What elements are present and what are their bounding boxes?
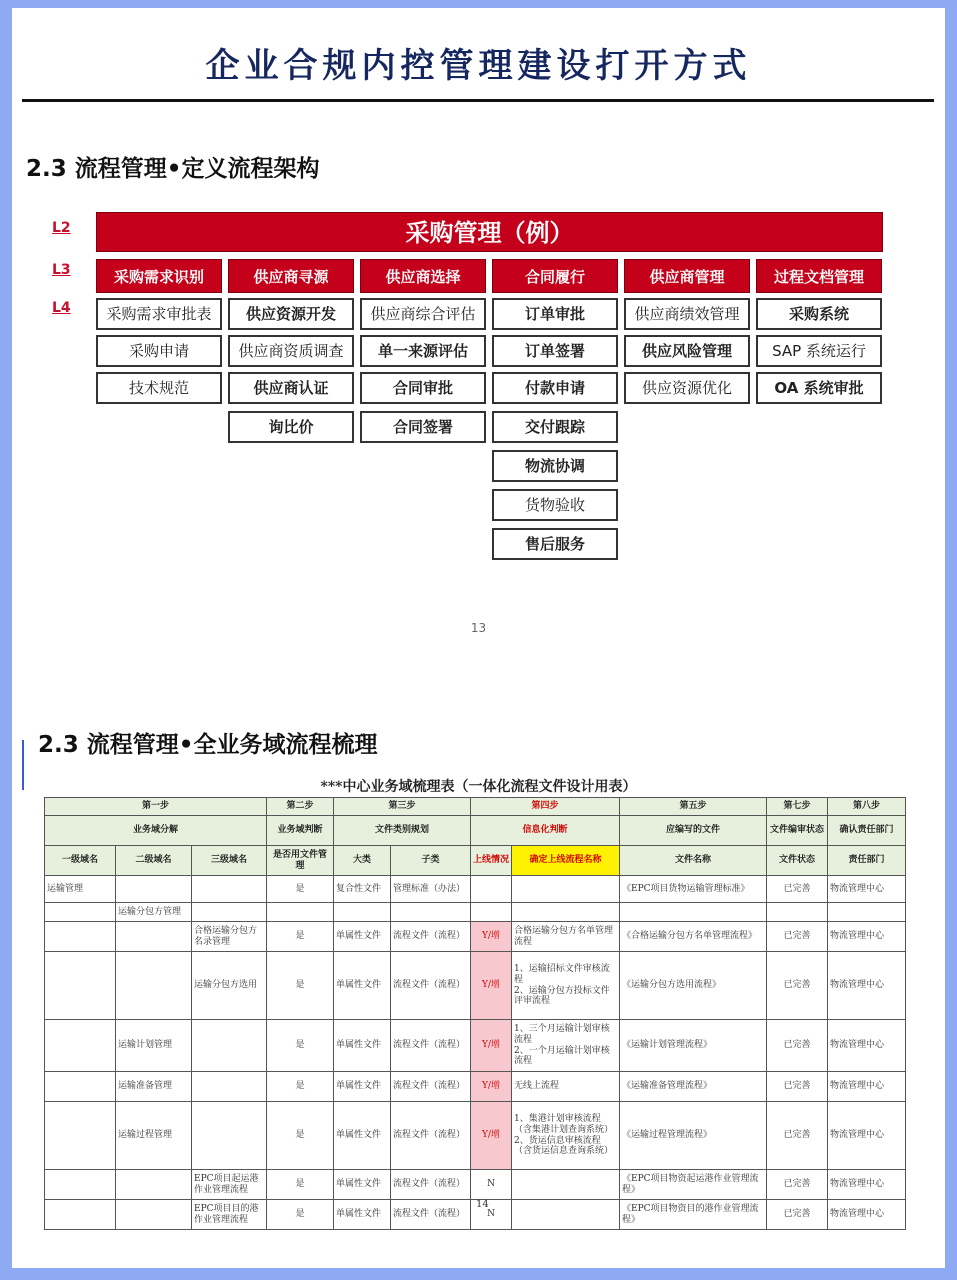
step-row <box>45 798 906 816</box>
table-cell <box>45 1102 116 1170</box>
table-cell: 物流管理中心 <box>828 876 906 903</box>
table-cell: 流程文件（流程） <box>391 1020 471 1072</box>
l4-process: 订单签署 <box>492 335 618 367</box>
table-cell: 流程文件（流程） <box>391 1072 471 1102</box>
l4-process: 采购系统 <box>756 298 882 330</box>
table-cell: 是 <box>267 1020 334 1072</box>
table-cell: Y/增 <box>471 922 512 952</box>
table-cell: 单属性文件 <box>334 1200 391 1230</box>
l4-process: 供应资源优化 <box>624 372 750 404</box>
table-cell: 流程文件（流程） <box>391 1200 471 1230</box>
column-header: 一级域名 <box>45 846 116 876</box>
table-cell: 单属性文件 <box>334 1072 391 1102</box>
step-header: 第七步 <box>767 798 828 816</box>
process-column <box>360 259 486 443</box>
process-column <box>96 259 222 404</box>
table-cell <box>45 952 116 1020</box>
table-caption: ***中心业务域梳理表（一体化流程文件设计用表） <box>320 779 637 795</box>
process-column <box>228 259 354 443</box>
column-header: 责任部门 <box>828 846 906 876</box>
l4-process: 供应商绩效管理 <box>624 298 750 330</box>
l4-process: OA 系统审批 <box>756 372 882 404</box>
table-cell <box>267 903 334 922</box>
table-cell <box>471 903 512 922</box>
column-header: 文件名称 <box>620 846 767 876</box>
table-cell: 已完善 <box>767 1102 828 1170</box>
table-cell: N <box>471 1200 512 1230</box>
group-header: 信息化判断 <box>471 816 620 846</box>
table-cell <box>116 876 192 903</box>
page-title: 企业合规内控管理建设打开方式 <box>205 46 752 86</box>
process-column <box>756 259 882 404</box>
table-cell: 是 <box>267 876 334 903</box>
table-cell: Y/增 <box>471 1020 512 1072</box>
l4-process: 合同审批 <box>360 372 486 404</box>
step-header: 第三步 <box>334 798 471 816</box>
table-cell: 已完善 <box>767 952 828 1020</box>
table-cell: 《运输过程管理流程》 <box>620 1102 767 1170</box>
l4-process: SAP 系统运行 <box>756 335 882 367</box>
table-cell: 是 <box>267 1102 334 1170</box>
level-label-l2: L2 <box>52 220 71 236</box>
l4-process: 供应资源开发 <box>228 298 354 330</box>
table-cell <box>192 903 267 922</box>
table-cell: 单属性文件 <box>334 1102 391 1170</box>
table-cell <box>192 876 267 903</box>
group-header: 确认责任部门 <box>828 816 906 846</box>
l4-process: 供应商资质调查 <box>228 335 354 367</box>
group-header: 业务域判断 <box>267 816 334 846</box>
table-cell: 流程文件（流程） <box>391 952 471 1020</box>
l4-process: 交付跟踪 <box>492 411 618 443</box>
table-cell: 《EPC项目物资目的港作业管理流程》 <box>620 1200 767 1230</box>
table-cell: 物流管理中心 <box>828 1072 906 1102</box>
level-label-l3: L3 <box>52 262 71 278</box>
table-cell: 《运输准备管理流程》 <box>620 1072 767 1102</box>
table-cell <box>45 1170 116 1200</box>
table-cell: Y/增 <box>471 1102 512 1170</box>
watermark-page-number: 14 <box>476 1199 489 1210</box>
column-header-row <box>45 846 906 876</box>
l3-process: 合同履行 <box>492 259 618 293</box>
l4-process: 货物验收 <box>492 489 618 521</box>
process-column <box>624 259 750 404</box>
l4-process: 采购申请 <box>96 335 222 367</box>
table-cell: 物流管理中心 <box>828 922 906 952</box>
table-cell: 《EPC项目货物运输管理标准》 <box>620 876 767 903</box>
table-row <box>45 1020 906 1072</box>
table-cell: 已完善 <box>767 922 828 952</box>
table-cell: Y/增 <box>471 1072 512 1102</box>
table-cell <box>45 922 116 952</box>
table-cell: 单属性文件 <box>334 1020 391 1072</box>
column-header: 确定上线流程名称 <box>512 846 620 876</box>
table-cell: 已完善 <box>767 1170 828 1200</box>
table-cell: 流程文件（流程） <box>391 1170 471 1200</box>
table-cell <box>391 903 471 922</box>
table-cell <box>512 1200 620 1230</box>
l4-process: 采购需求审批表 <box>96 298 222 330</box>
l4-process: 合同签署 <box>360 411 486 443</box>
level-label-l4: L4 <box>52 300 71 316</box>
l4-process: 供应商认证 <box>228 372 354 404</box>
column-header: 文件状态 <box>767 846 828 876</box>
section-title-architecture: 2.3 流程管理•定义流程架构 <box>26 156 320 182</box>
group-header: 应编写的文件 <box>620 816 767 846</box>
table-cell <box>334 903 391 922</box>
table-cell: 是 <box>267 1200 334 1230</box>
column-header: 二级域名 <box>116 846 192 876</box>
table-cell: 已完善 <box>767 1020 828 1072</box>
table-cell <box>45 1020 116 1072</box>
l4-process: 技术规范 <box>96 372 222 404</box>
table-cell <box>512 903 620 922</box>
l4-process: 单一来源评估 <box>360 335 486 367</box>
step-header: 第一步 <box>45 798 267 816</box>
table-cell: 运输准备管理 <box>116 1072 192 1102</box>
table-cell <box>192 1020 267 1072</box>
table-cell <box>45 903 116 922</box>
table-cell <box>512 1170 620 1200</box>
l3-process: 过程文档管理 <box>756 259 882 293</box>
group-row <box>45 816 906 846</box>
table-cell: 流程文件（流程） <box>391 1102 471 1170</box>
table-cell: 运输分包方管理 <box>116 903 192 922</box>
l3-process: 供应商寻源 <box>228 259 354 293</box>
column-header: 三级域名 <box>192 846 267 876</box>
group-header: 文件编审状态 <box>767 816 828 846</box>
group-header: 文件类别规划 <box>334 816 471 846</box>
table-cell: 运输计划管理 <box>116 1020 192 1072</box>
table-cell: 流程文件（流程） <box>391 922 471 952</box>
l4-process: 物流协调 <box>492 450 618 482</box>
table-cell: 物流管理中心 <box>828 952 906 1020</box>
l4-process: 供应风险管理 <box>624 335 750 367</box>
table-cell <box>45 1072 116 1102</box>
table-cell: 《合格运输分包方名单管理流程》 <box>620 922 767 952</box>
table-cell: 是 <box>267 952 334 1020</box>
table-cell <box>116 922 192 952</box>
table-cell: 物流管理中心 <box>828 1102 906 1170</box>
l4-process: 付款申请 <box>492 372 618 404</box>
section-title-domain-review: 2.3 流程管理•全业务域流程梳理 <box>38 732 378 758</box>
table-cell: 《EPC项目物资起运港作业管理流程》 <box>620 1170 767 1200</box>
table-cell <box>828 903 906 922</box>
l4-process: 订单审批 <box>492 298 618 330</box>
table-cell: 复合性文件 <box>334 876 391 903</box>
table-cell: 是 <box>267 1072 334 1102</box>
l4-process: 售后服务 <box>492 528 618 560</box>
l4-process: 供应商综合评估 <box>360 298 486 330</box>
title-divider <box>22 99 934 102</box>
table-cell: EPC项目起运港作业管理流程 <box>192 1170 267 1200</box>
table-cell <box>512 876 620 903</box>
process-column <box>492 259 618 560</box>
step-header: 第八步 <box>828 798 906 816</box>
domain-review-table <box>44 797 906 1230</box>
table-cell: 物流管理中心 <box>828 1200 906 1230</box>
step-header: 第二步 <box>267 798 334 816</box>
table-cell: 单属性文件 <box>334 922 391 952</box>
table-cell <box>192 1102 267 1170</box>
table-cell: 《运输分包方选用流程》 <box>620 952 767 1020</box>
table-cell: 《运输计划管理流程》 <box>620 1020 767 1072</box>
table-cell <box>620 903 767 922</box>
table-cell <box>45 1200 116 1230</box>
table-cell: 运输管理 <box>45 876 116 903</box>
page-number: 13 <box>470 621 487 635</box>
table-cell: 物流管理中心 <box>828 1020 906 1072</box>
column-header: 上线情况 <box>471 846 512 876</box>
table-row <box>45 1170 906 1200</box>
group-header: 业务域分解 <box>45 816 267 846</box>
table-cell: 单属性文件 <box>334 1170 391 1200</box>
table-cell: 运输过程管理 <box>116 1102 192 1170</box>
table-cell: 物流管理中心 <box>828 1170 906 1200</box>
table-cell: 1、三个月运输计划审核流程 2、一个月运输计划审核流程 <box>512 1020 620 1072</box>
table-cell: 已完善 <box>767 876 828 903</box>
table-cell <box>116 1200 192 1230</box>
l3-process: 供应商选择 <box>360 259 486 293</box>
table-cell <box>192 1072 267 1102</box>
table-row <box>45 1072 906 1102</box>
table-cell: Y/增 <box>471 952 512 1020</box>
table-cell: 单属性文件 <box>334 952 391 1020</box>
table-row <box>45 876 906 903</box>
step-header: 第四步 <box>471 798 620 816</box>
table-row <box>45 1102 906 1170</box>
table-cell: 无线上流程 <box>512 1072 620 1102</box>
table-cell <box>471 876 512 903</box>
table-cell <box>116 952 192 1020</box>
table-cell: 合格运输分包方名单管理流程 <box>512 922 620 952</box>
l3-process: 采购需求识别 <box>96 259 222 293</box>
table-cell: 运输分包方选用 <box>192 952 267 1020</box>
table-cell: 合格运输分包方名录管理 <box>192 922 267 952</box>
column-header: 大类 <box>334 846 391 876</box>
table-cell: N <box>471 1170 512 1200</box>
table-row <box>45 952 906 1020</box>
table-cell: 已完善 <box>767 1200 828 1230</box>
table-cell <box>767 903 828 922</box>
step-header: 第五步 <box>620 798 767 816</box>
table-cell: 1、集港计划审核流程（含集港计划查询系统） 2、货运信息审核流程（含货运信息查询系统） <box>512 1102 620 1170</box>
table-cell: 已完善 <box>767 1072 828 1102</box>
table-cell: 1、运输招标文件审核流程 2、运输分包方投标文件评审流程 <box>512 952 620 1020</box>
table-row <box>45 922 906 952</box>
table-row <box>45 903 906 922</box>
column-header: 子类 <box>391 846 471 876</box>
table-cell <box>116 1170 192 1200</box>
l4-process: 询比价 <box>228 411 354 443</box>
table-cell: EPC项目目的港作业管理流程 <box>192 1200 267 1230</box>
table-cell: 管理标准（办法） <box>391 876 471 903</box>
l2-process-title: 采购管理（例） <box>96 212 883 252</box>
table-cell: 是 <box>267 922 334 952</box>
column-header: 是否用文件管理 <box>267 846 334 876</box>
l3-process: 供应商管理 <box>624 259 750 293</box>
table-cell: 是 <box>267 1170 334 1200</box>
